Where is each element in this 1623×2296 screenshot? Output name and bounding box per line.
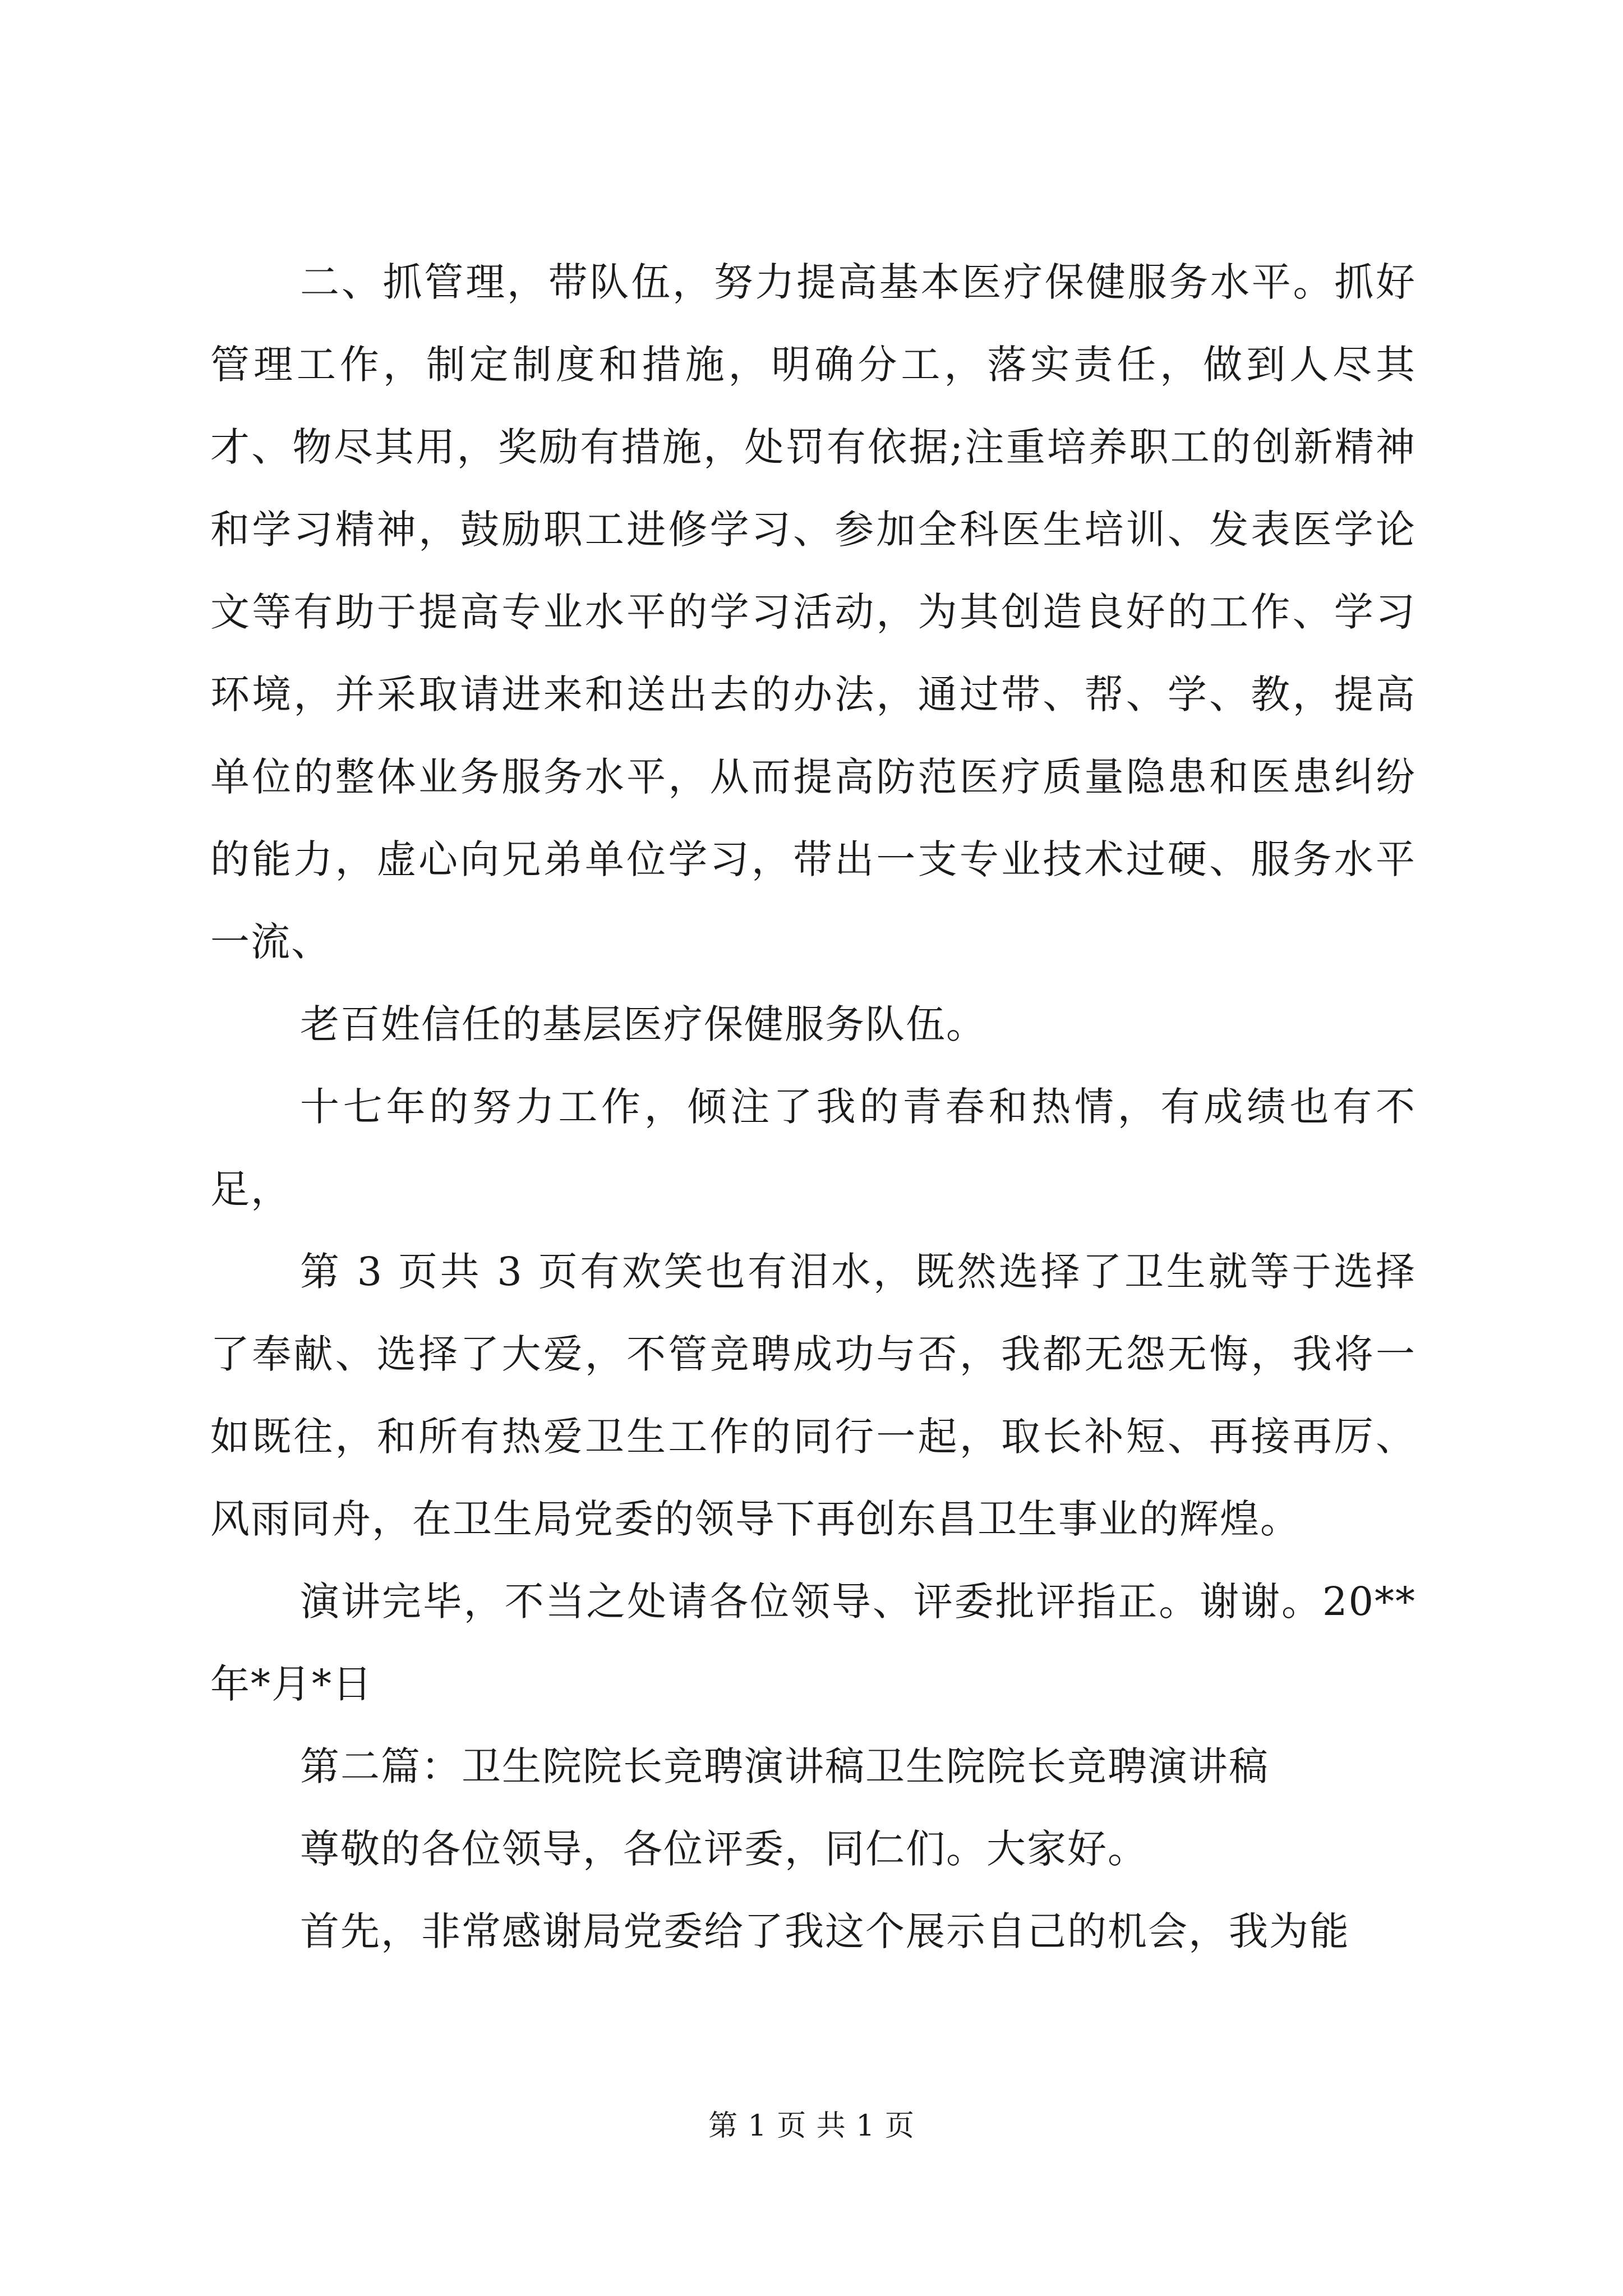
document-body [210, 241, 1416, 1973]
paragraph-management: 二、抓管理，带队伍，努力提高基本医疗保健服务水平。抓好管理工作，制定制度和措施，明确分工，落实责任，做到人尽其才、物尽其用，奖励有措施，处罚有依据;注重培养职工的创新精神和学习精神，鼓励职工进修学习、参加全科医生培训、发表医学论文等有助于提高专业水平的学习活动，为其创造良好的工作、学习环境，并采取请进来和送出去的办法，通过带、帮、学、教，提高单位的整体业务服务水平，从而提高防范医疗质量隐患和医患纠纷的能力，虚心向兄弟单位学习，带出一支专业技术过硬、服务水平一流、 [210, 259, 1416, 965]
paragraph-opening: 首先，非常感谢局党委给了我这个展示自己的机会，我为能 [300, 1908, 1350, 1954]
greeting-paragraph: 尊敬的各位领导，各位评委，同仁们。大家好。 [300, 1826, 1148, 1872]
page-footer: 第 1 页 共 1 页 [708, 2109, 915, 2143]
paragraph-closing: 演讲完毕，不当之处请各位领导、评委批评指正。谢谢。20**年*月*日 [210, 1579, 1416, 1707]
section-heading: 第二篇：卫生院院长竞聘演讲稿卫生院院长竞聘演讲稿 [300, 1743, 1269, 1789]
paragraph-dedication: 第 3 页共 3 页有欢笑也有泪水，既然选择了卫生就等于选择了奉献、选择了大爱，不管竞聘成功与否，我都无怨无悔，我将一如既往，和所有热爱卫生工作的同行一起，取长补短、再接再厉、风雨同舟，在卫生局党委的领导下再创东昌卫生事业的辉煌。 [210, 1249, 1416, 1542]
paragraph-team: 老百姓信任的基层医疗保健服务队伍。 [300, 1001, 986, 1047]
paragraph-seventeen-years: 十七年的努力工作，倾注了我的青春和热情，有成绩也有不足， [210, 1084, 1416, 1212]
